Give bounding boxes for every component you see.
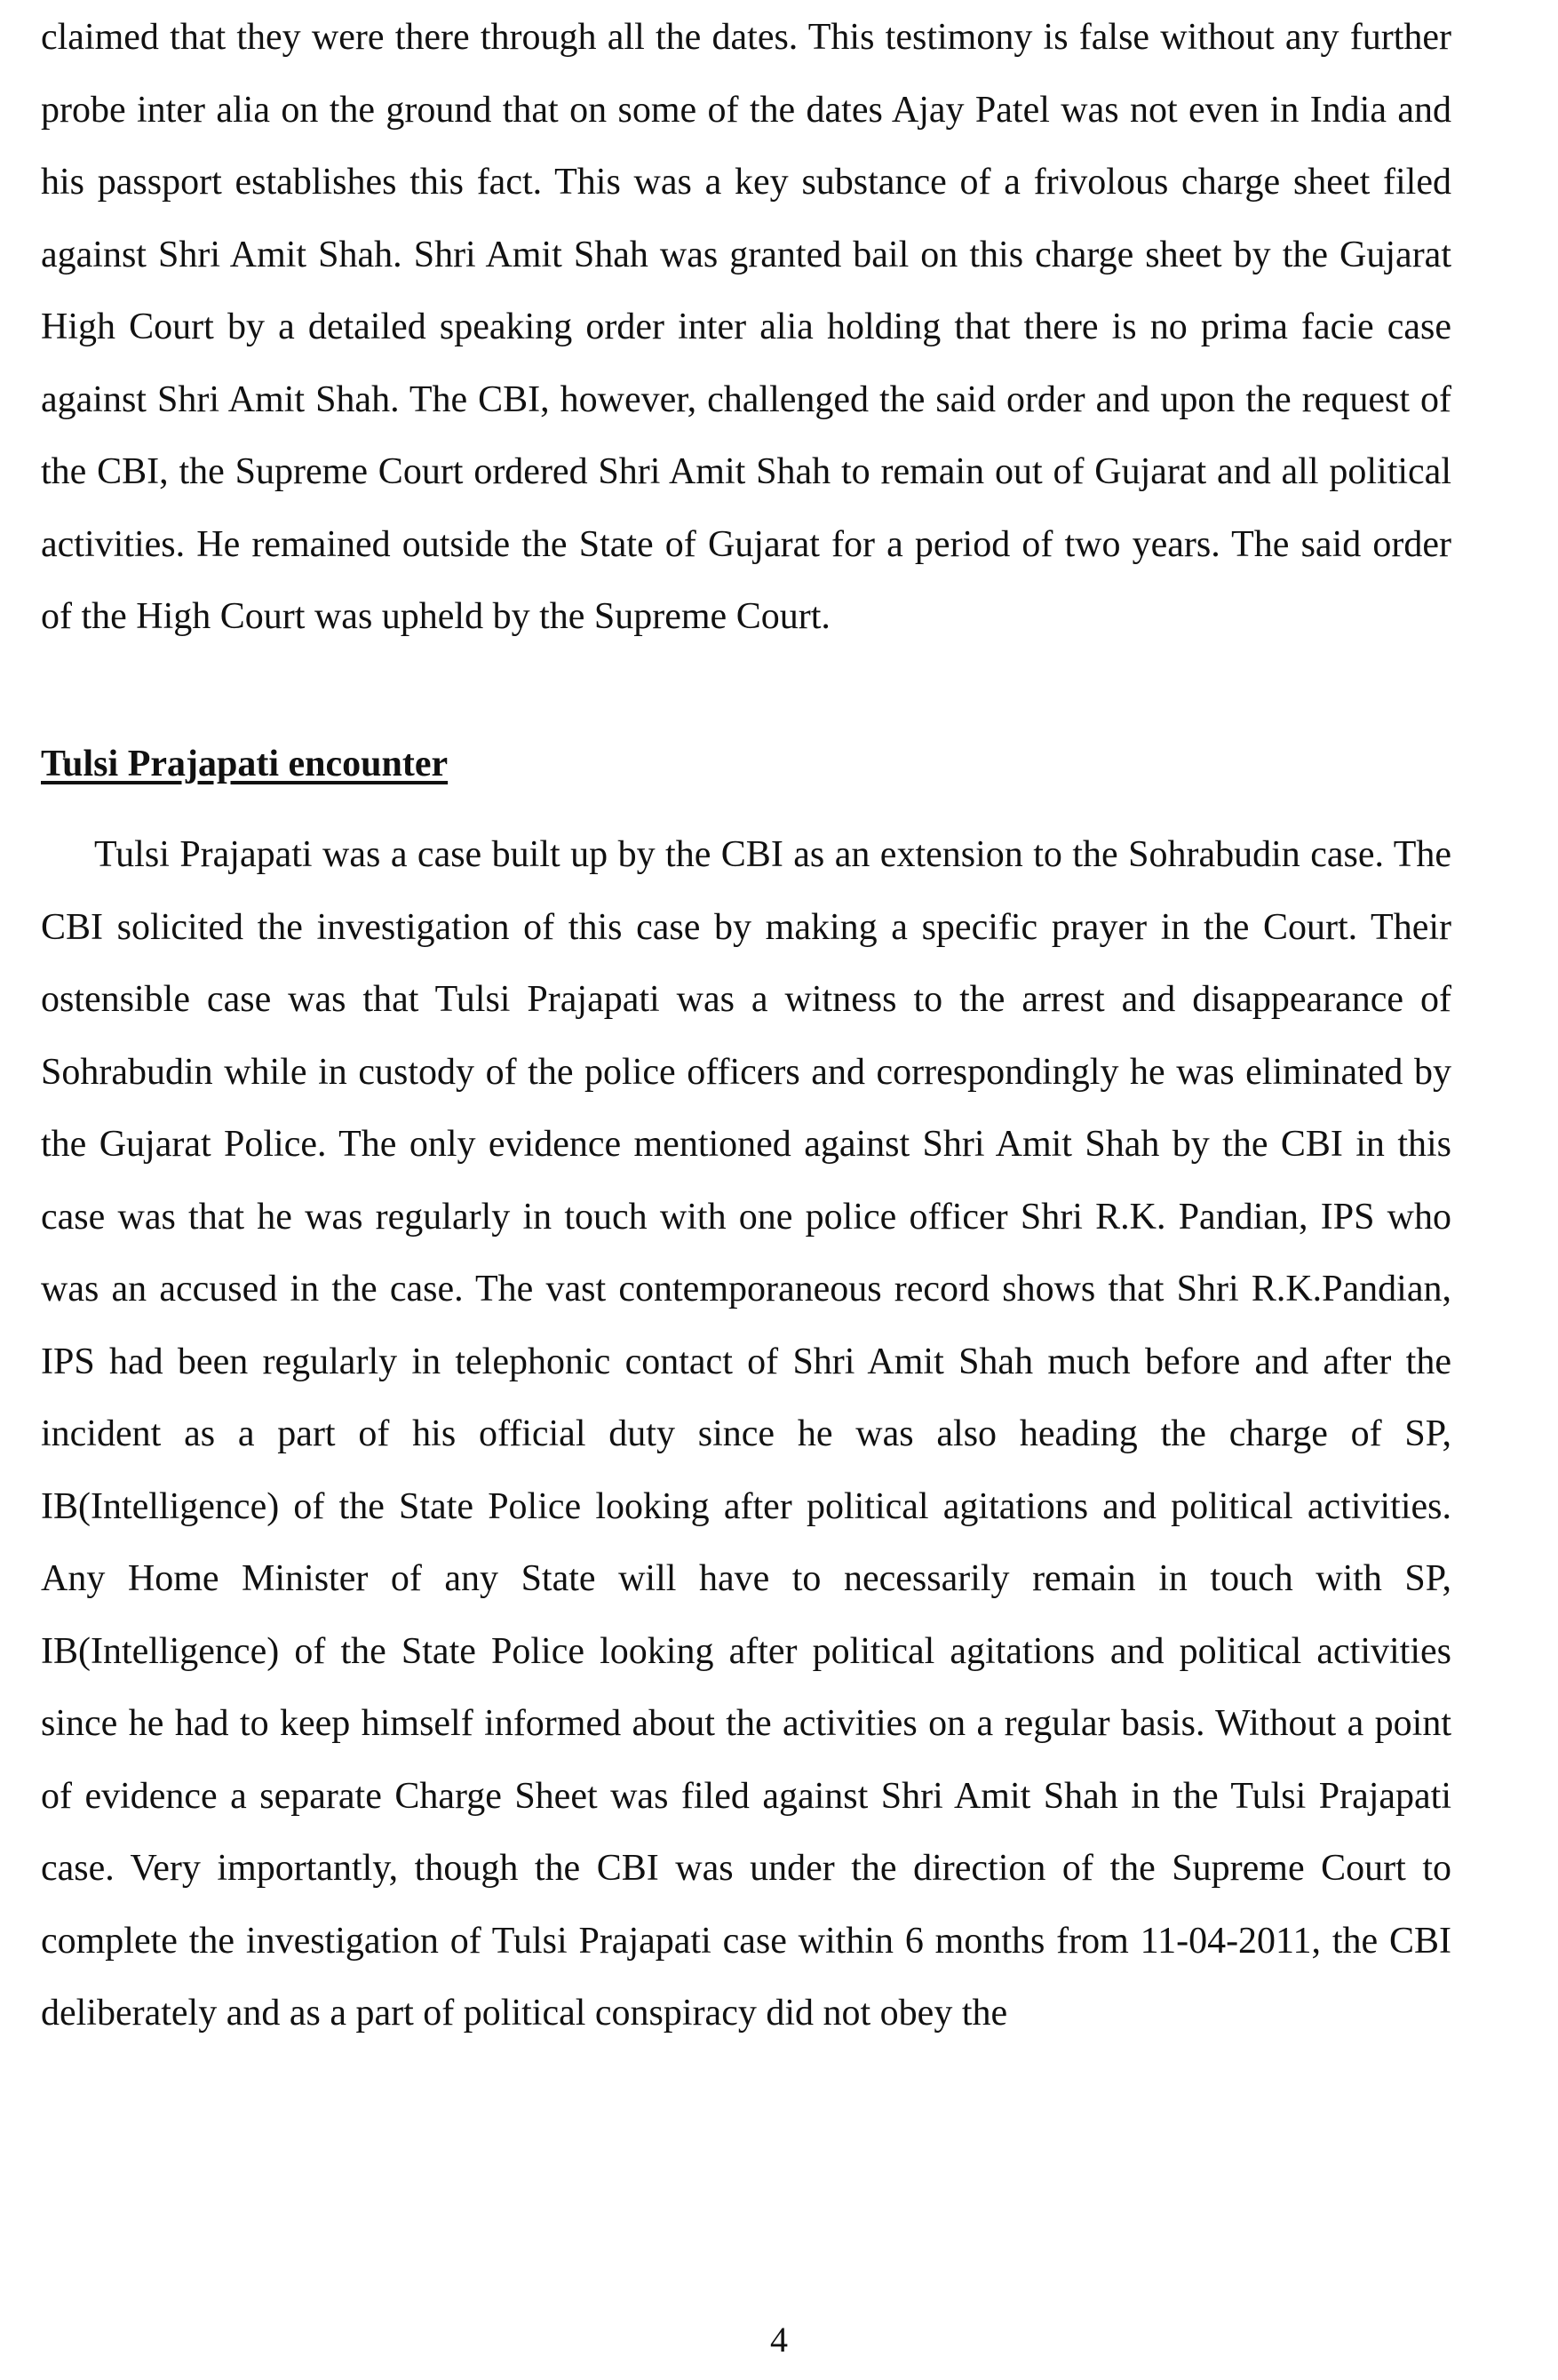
page-number: 4	[770, 2320, 788, 2360]
paragraph-continued: claimed that they were there through all the dates. This testimony is false without any further probe inter alia on the ground that on some of the dates Ajay Patel was not even in India and his passport establishes this fact. This was a key substance of a frivolous charge sheet filed against Shri Amit Shah. Shri Amit Shah was granted bail on this charge sheet by the Gujarat High Court by a detailed speaking order inter alia holding that there is no prima facie case against Shri Amit Shah. The CBI, however, challenged the said order and upon the request of the CBI, the Supreme Court ordered Shri Amit Shah to remain out of Gujarat and all political activities. He remained outside the State of Gujarat for a period of two years. The said order of the High Court was upheld by the Supreme Court.	[41, 17, 1451, 637]
section-heading: Tulsi Prajapati encounter	[41, 744, 449, 784]
paragraph-tulsi-prajapati: Tulsi Prajapati was a case built up by the CBI as an extension to the Sohrabudin case. The CBI solicited the investigation of this case by making a specific prayer in the Court. Their ostensible case was that Tulsi Prajapati was a witness to the arrest and disappearance of Sohrabudin while in custody of the police officers and correspondingly he was eliminated by the Gujarat Police. The only evidence mentioned against Shri Amit Shah by the CBI in this case was that he was regularly in touch with one police officer Shri R.K. Pandian, IPS who was an accused in the case. The vast contemporaneous record shows that Shri R.K.Pandian, IPS had been regularly in telephonic contact of Shri Amit Shah much before and after the incident as a part of his official duty since he was also heading the charge of SP, IB(Intelligence) of the State Police looking after political agitations and political activities. Any Home Minister of any State will have to necessarily remain in touch with SP, IB(Intelligence) of the State Police looking after political agitations and political activities since he had to keep himself informed about the activities on a regular basis. Without a point of evidence a separate Charge Sheet was filed against Shri Amit Shah in the Tulsi Prajapati case. Very importantly, though the CBI was under the direction of the Supreme Court to complete the investigation of Tulsi Prajapati case within 6 months from 11-04-2011, the CBI deliberately and as a part of political conspiracy did not obey the	[41, 834, 1451, 2034]
